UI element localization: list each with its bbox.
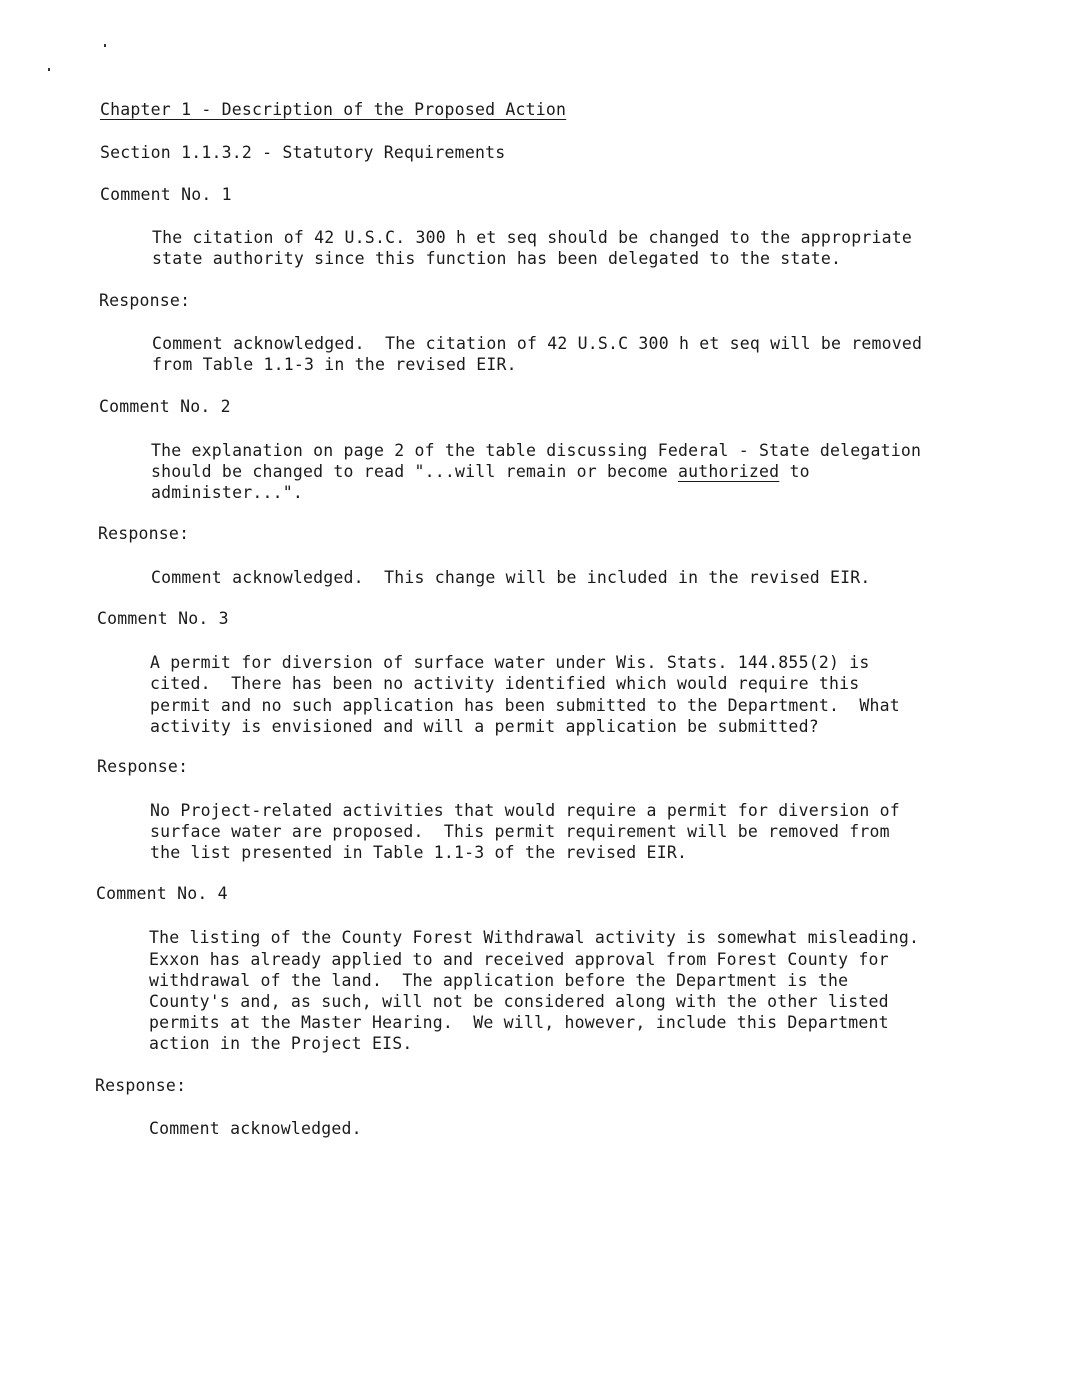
response-text-line: the list presented in Table 1.1-3 of the revised EIR. — [150, 843, 688, 862]
comment-text-segment: should be changed to read "...will remain or become — [151, 462, 678, 481]
underlined-word: authorized — [677, 462, 780, 481]
response-label: Response: — [98, 524, 190, 543]
comment-label: Comment No. 3 — [97, 609, 229, 628]
comment-text-line: withdrawal of the land. The application before the Department is the — [149, 971, 849, 990]
comment-text-line: administer...". — [151, 483, 304, 502]
comment-text-line: state authority since this function has been delegated to the state. — [152, 249, 842, 268]
comment-label: Comment No. 4 — [96, 884, 228, 903]
scan-speck — [104, 44, 106, 47]
comment-text-line: The explanation on page 2 of the table discussing Federal - State delegation — [151, 441, 922, 460]
comment-label: Comment No. 2 — [99, 397, 231, 416]
comment-text-line: The listing of the County Forest Withdrawal activity is somewhat misleading. — [149, 928, 920, 947]
comment-text-line — [151, 461, 810, 482]
comment-label: Comment No. 1 — [100, 185, 232, 204]
response-label: Response: — [95, 1076, 187, 1095]
response-text-line: Comment acknowledged. — [149, 1119, 362, 1138]
comment-text-segment: to — [779, 462, 810, 481]
comment-text-line: A permit for diversion of surface water under Wis. Stats. 144.855(2) is — [150, 653, 870, 672]
comment-text-line: activity is envisioned and will a permit application be submitted? — [150, 717, 819, 736]
scan-speck — [48, 68, 50, 71]
comment-text-line: Exxon has already applied to and received approval from Forest County for — [149, 950, 889, 969]
response-text-line: surface water are proposed. This permit requirement will be removed from — [150, 822, 890, 841]
response-text-line: Comment acknowledged. The citation of 42 U.S.C 300 h et seq will be removed — [152, 334, 923, 353]
comment-text-line: County's and, as such, will not be considered along with the other listed — [149, 992, 889, 1011]
section-heading: Section 1.1.3.2 - Statutory Requirements — [100, 143, 506, 162]
comment-text-line: permit and no such application has been submitted to the Department. What — [150, 696, 900, 715]
comment-text-line: cited. There has been no activity identified which would require this — [150, 674, 860, 693]
chapter-heading: Chapter 1 - Description of the Proposed Action — [100, 100, 567, 119]
response-text-line: No Project-related activities that would require a permit for diversion of — [150, 801, 900, 820]
response-label: Response: — [97, 757, 189, 776]
response-text-line: from Table 1.1-3 in the revised EIR. — [152, 355, 517, 374]
response-text-line: Comment acknowledged. This change will be included in the revised EIR. — [151, 568, 871, 587]
response-label: Response: — [99, 291, 191, 310]
comment-text-line: action in the Project EIS. — [149, 1034, 413, 1053]
comment-text-line: permits at the Master Hearing. We will, however, include this Department — [149, 1013, 889, 1032]
comment-text-line: The citation of 42 U.S.C. 300 h et seq should be changed to the appropriate — [152, 228, 913, 247]
